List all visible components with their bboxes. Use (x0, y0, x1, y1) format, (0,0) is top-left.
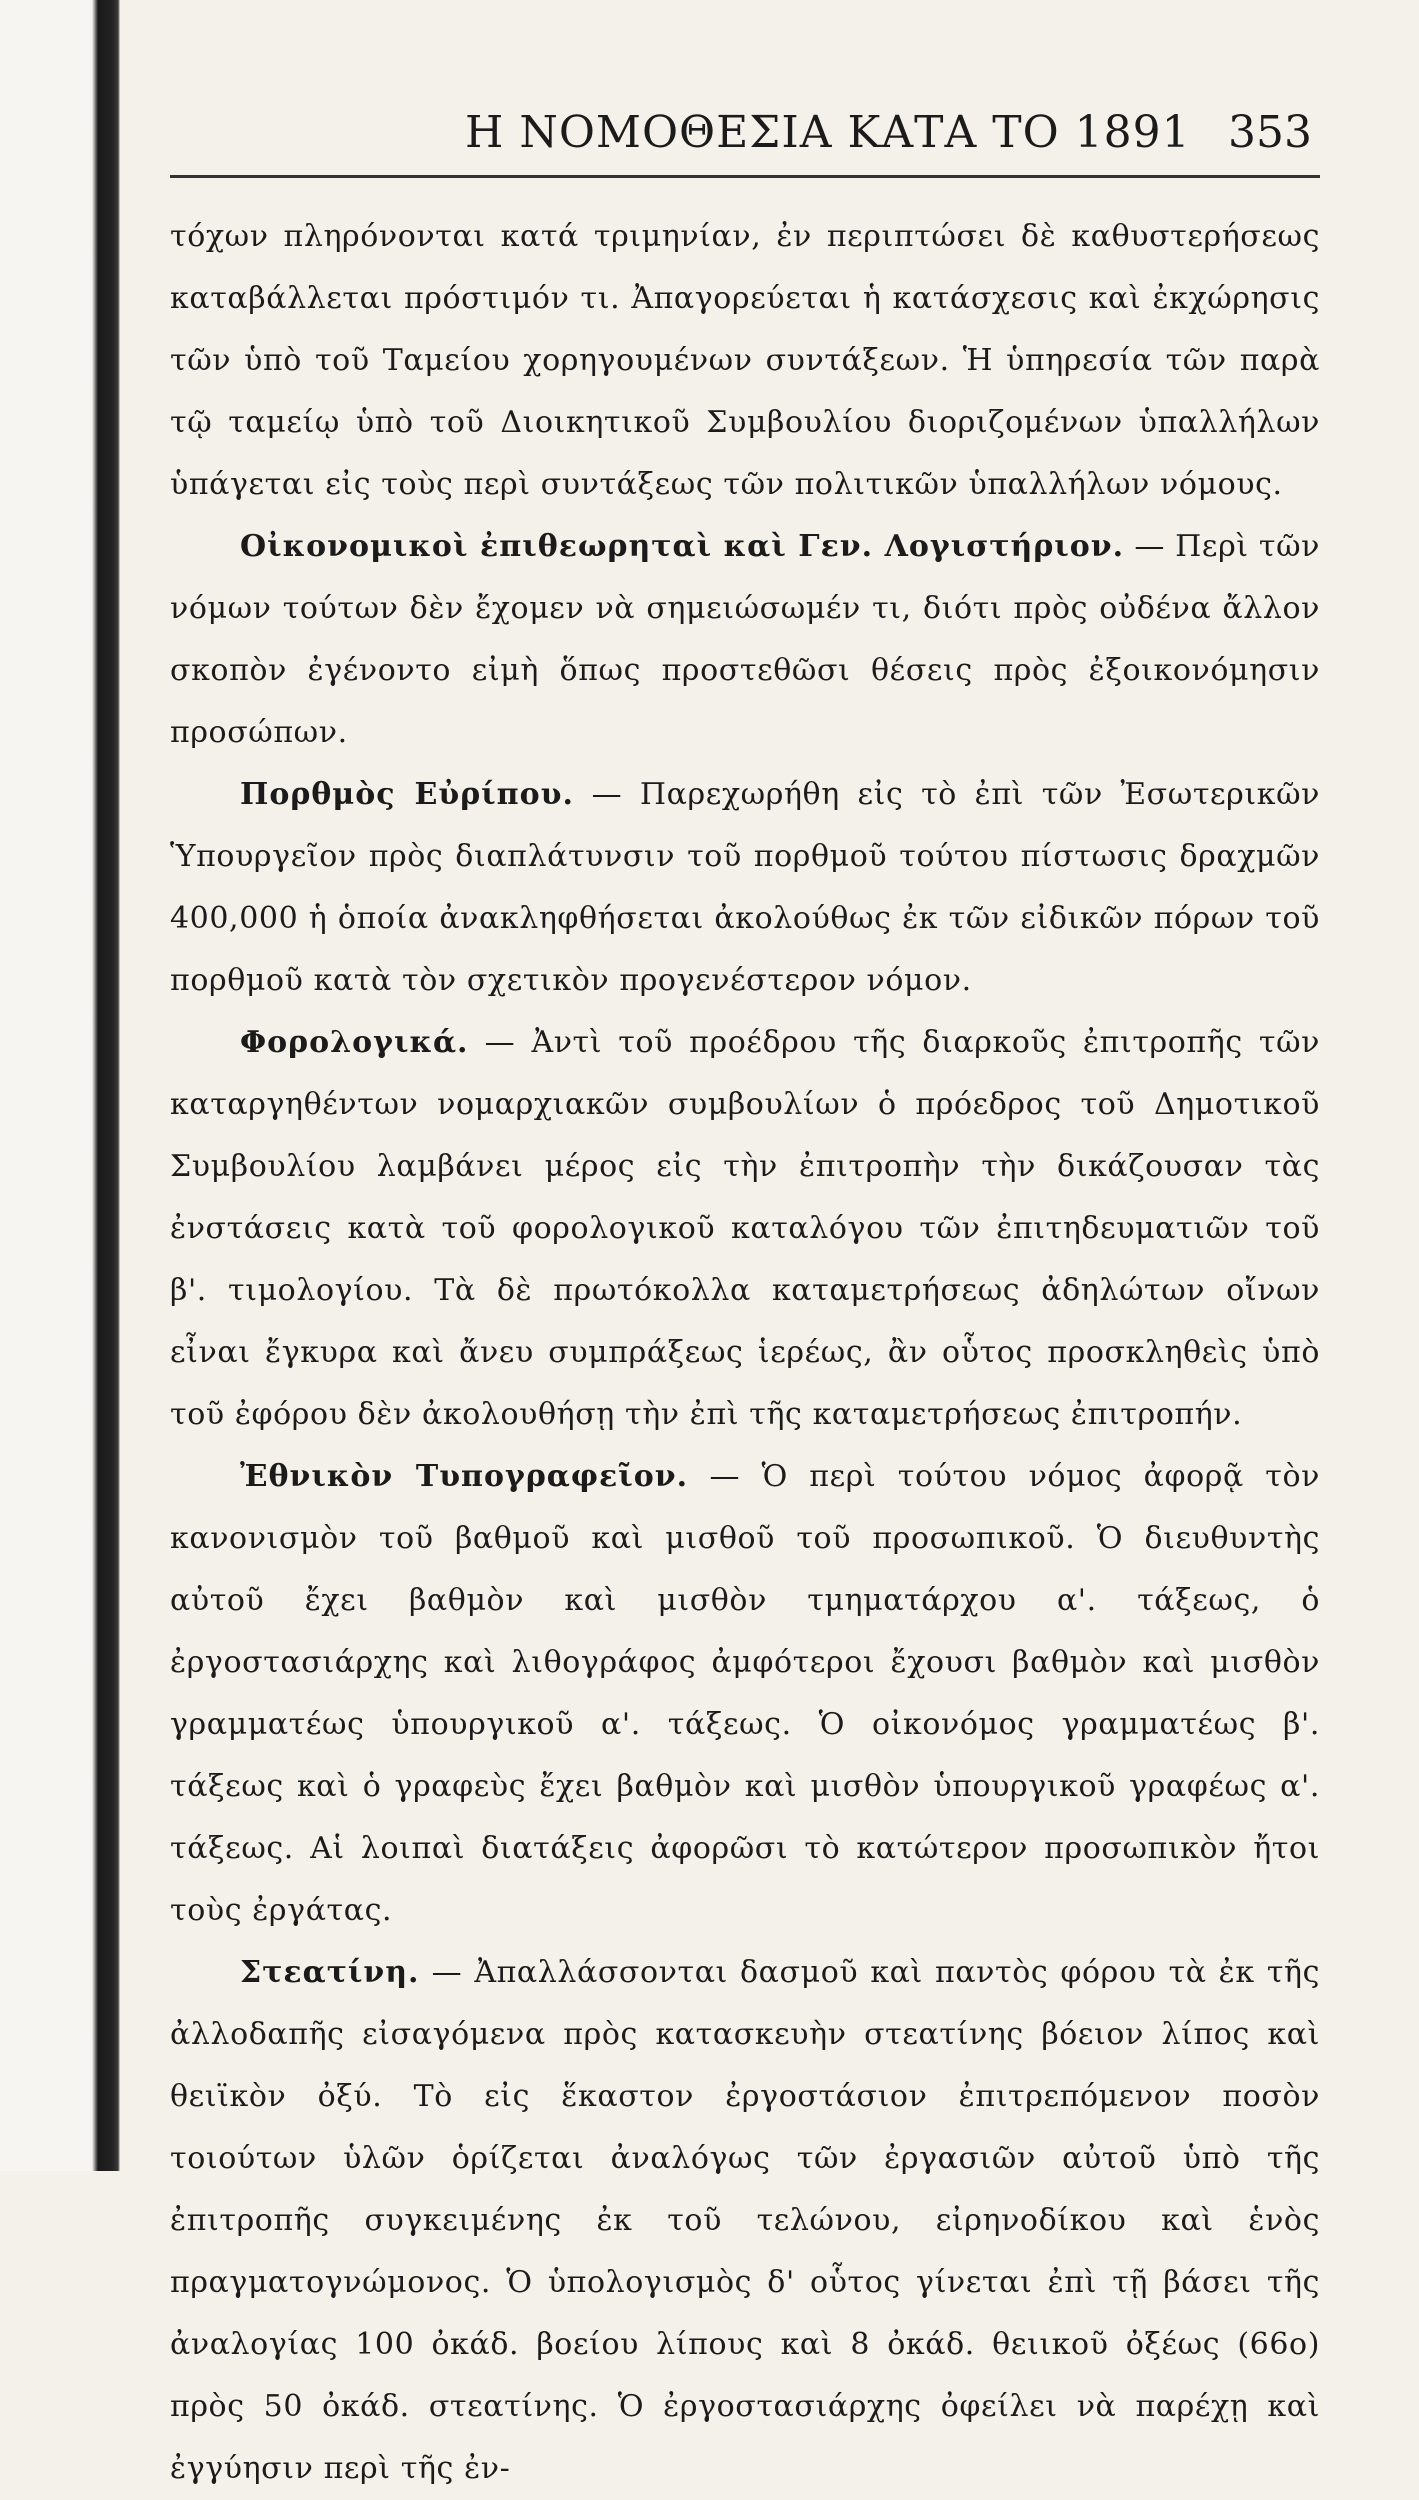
page-number: 353 (1228, 107, 1312, 158)
page-body (170, 206, 1320, 2500)
section-heading: Ἐθνικὸν Τυπογραφεῖον. (240, 1459, 689, 1494)
book-binding-edge (0, 0, 120, 2171)
paragraph-taxation (170, 1012, 1320, 1446)
paragraph-national-printing-office (170, 1446, 1320, 1942)
running-title: Η ΝΟΜΟΘΕΣΙΑ ΚΑΤΑ ΤΟ 1891 (465, 107, 1191, 158)
page-header (170, 95, 1320, 178)
section-heading: Οἰκονομικοὶ ἐπιθεωρηταὶ καὶ Γεν. Λογιστήριον. (240, 529, 1125, 564)
book-page (170, 95, 1320, 2500)
section-heading: Πορθμὸς Εὐρίπου. (240, 777, 574, 812)
paragraph-text: — Παρεχωρήθη εἰς τὸ ἐπὶ τῶν Ἐσωτερικῶν Ὑπουργεῖον πρὸς διαπλάτυνσιν τοῦ πορθμοῦ τούτου πίστωσις δραχμῶν 400,000 ἡ ὁποία ἀνακληφθήσεται ἀκολούθως ἐκ τῶν εἰδικῶν πόρων τοῦ πορθμοῦ κατὰ τὸν σχετικὸν προγενέστερον νόμον. (170, 777, 1321, 998)
paragraph-text: — Ὁ περὶ τούτου νόμος ἀφορᾷ τὸν κανονισμὸν τοῦ βαθμοῦ καὶ μισθοῦ τοῦ προσωπικοῦ. Ὁ διευθυντὴς αὐτοῦ ἔχει βαθμὸν καὶ μισθὸν τμηματάρχου α'. τάξεως, ὁ ἐργοστασιάρχης καὶ λιθογράφος ἀμφότεροι ἔχουσι βαθμὸν καὶ μισθὸν γραμματέως ὑπουργικοῦ α'. τάξεως. Ὁ οἰκονόμος γραμματέως β'. τάξεως καὶ ὁ γραφεὺς ἔχει βαθμὸν καὶ μισθὸν ὑπουργικοῦ γραφέως α'. τάξεως. Αἱ λοιπαὶ διατάξεις ἀφορῶσι τὸ κατώτερον προσωπικὸν ἤτοι τοὺς ἐργάτας. (170, 1459, 1320, 1928)
section-heading: Φορολογικά. (240, 1025, 469, 1060)
paragraph-euripus-strait (170, 764, 1320, 1012)
paragraph-text: — Περὶ τῶν νόμων τούτων δὲν ἔχομεν νὰ σημειώσωμέν τι, διότι πρὸς οὐδένα ἄλλον σκοπὸν ἐγένοντο εἰμὴ ὅπως προστεθῶσι θέσεις πρὸς ἐξοικονόμησιν προσώπων. (170, 529, 1321, 750)
paragraph-text: — Ἀντὶ τοῦ προέδρου τῆς διαρκοῦς ἐπιτροπῆς τῶν καταργηθέντων νομαρχιακῶν συμβουλίων ὁ πρόεδρος τοῦ Δημοτικοῦ Συμβουλίου λαμβάνει μέρος εἰς τὴν ἐπιτροπὴν τὴν δικάζουσαν τὰς ἐνστάσεις κατὰ τοῦ φορολογικοῦ καταλόγου τῶν ἐπιτηδευματιῶν τοῦ β'. τιμολογίου. Τὰ δὲ πρωτόκολλα καταμετρήσεως ἀδηλώτων οἴνων εἶναι ἔγκυρα καὶ ἄνευ συμπράξεως ἱερέως, ἂν οὗτος προσκληθεὶς ὑπὸ τοῦ ἐφόρου δὲν ἀκολουθήσῃ τὴν ἐπὶ τῆς καταμετρήσεως ἐπιτροπήν. (170, 1025, 1320, 1432)
paragraph-financial-inspectors (170, 516, 1320, 764)
paragraph-stearin (170, 1942, 1320, 2500)
paragraph-text: — Ἀπαλλάσσονται δασμοῦ καὶ παντὸς φόρου τὰ ἐκ τῆς ἀλλοδαπῆς εἰσαγόμενα πρὸς κατασκευὴν στεατίνης βόειον λίπος καὶ θειϊκὸν ὀξύ. Τὸ εἰς ἕκαστον ἐργοστάσιον ἐπιτρεπόμενον ποσὸν τοιούτων ὑλῶν ὁρίζεται ἀναλόγως τῶν ἐργασιῶν αὐτοῦ ὑπὸ τῆς ἐπιτροπῆς συγκειμένης ἐκ τοῦ τελώνου, εἰρηνοδίκου καὶ ἑνὸς πραγματογνώμονος. Ὁ ὑπολογισμὸς δ' οὗτος γίνεται ἐπὶ τῇ βάσει τῆς ἀναλογίας 100 ὀκάδ. βοείου λίπους καὶ 8 ὀκάδ. θειικοῦ ὀξέως (66ο) πρὸς 50 ὀκάδ. στεατίνης. Ὁ ἐργοστασιάρχης ὀφείλει νὰ παρέχῃ καὶ ἐγγύησιν περὶ τῆς ἐν- (170, 1955, 1320, 2486)
paragraph-text: τόχων πληρόνονται κατά τριμηνίαν, ἐν περιπτώσει δὲ καθυστερήσεως καταβάλλεται πρόστιμόν τι. Ἀπαγορεύεται ἡ κατάσχεσις καὶ ἐκχώρησις τῶν ὑπὸ τοῦ Ταμείου χορηγουμένων συντάξεων. Ἡ ὑπηρεσία τῶν παρὰ τῷ ταμείῳ ὑπὸ τοῦ Διοικητικοῦ Συμβουλίου διοριζομένων ὑπαλλήλων ὑπάγεται εἰς τοὺς περὶ συντάξεως τῶν πολιτικῶν ὑπαλλήλων νόμους. (170, 219, 1320, 502)
section-heading: Στεατίνη. (240, 1955, 420, 1990)
paragraph-pension-fund (170, 206, 1320, 516)
